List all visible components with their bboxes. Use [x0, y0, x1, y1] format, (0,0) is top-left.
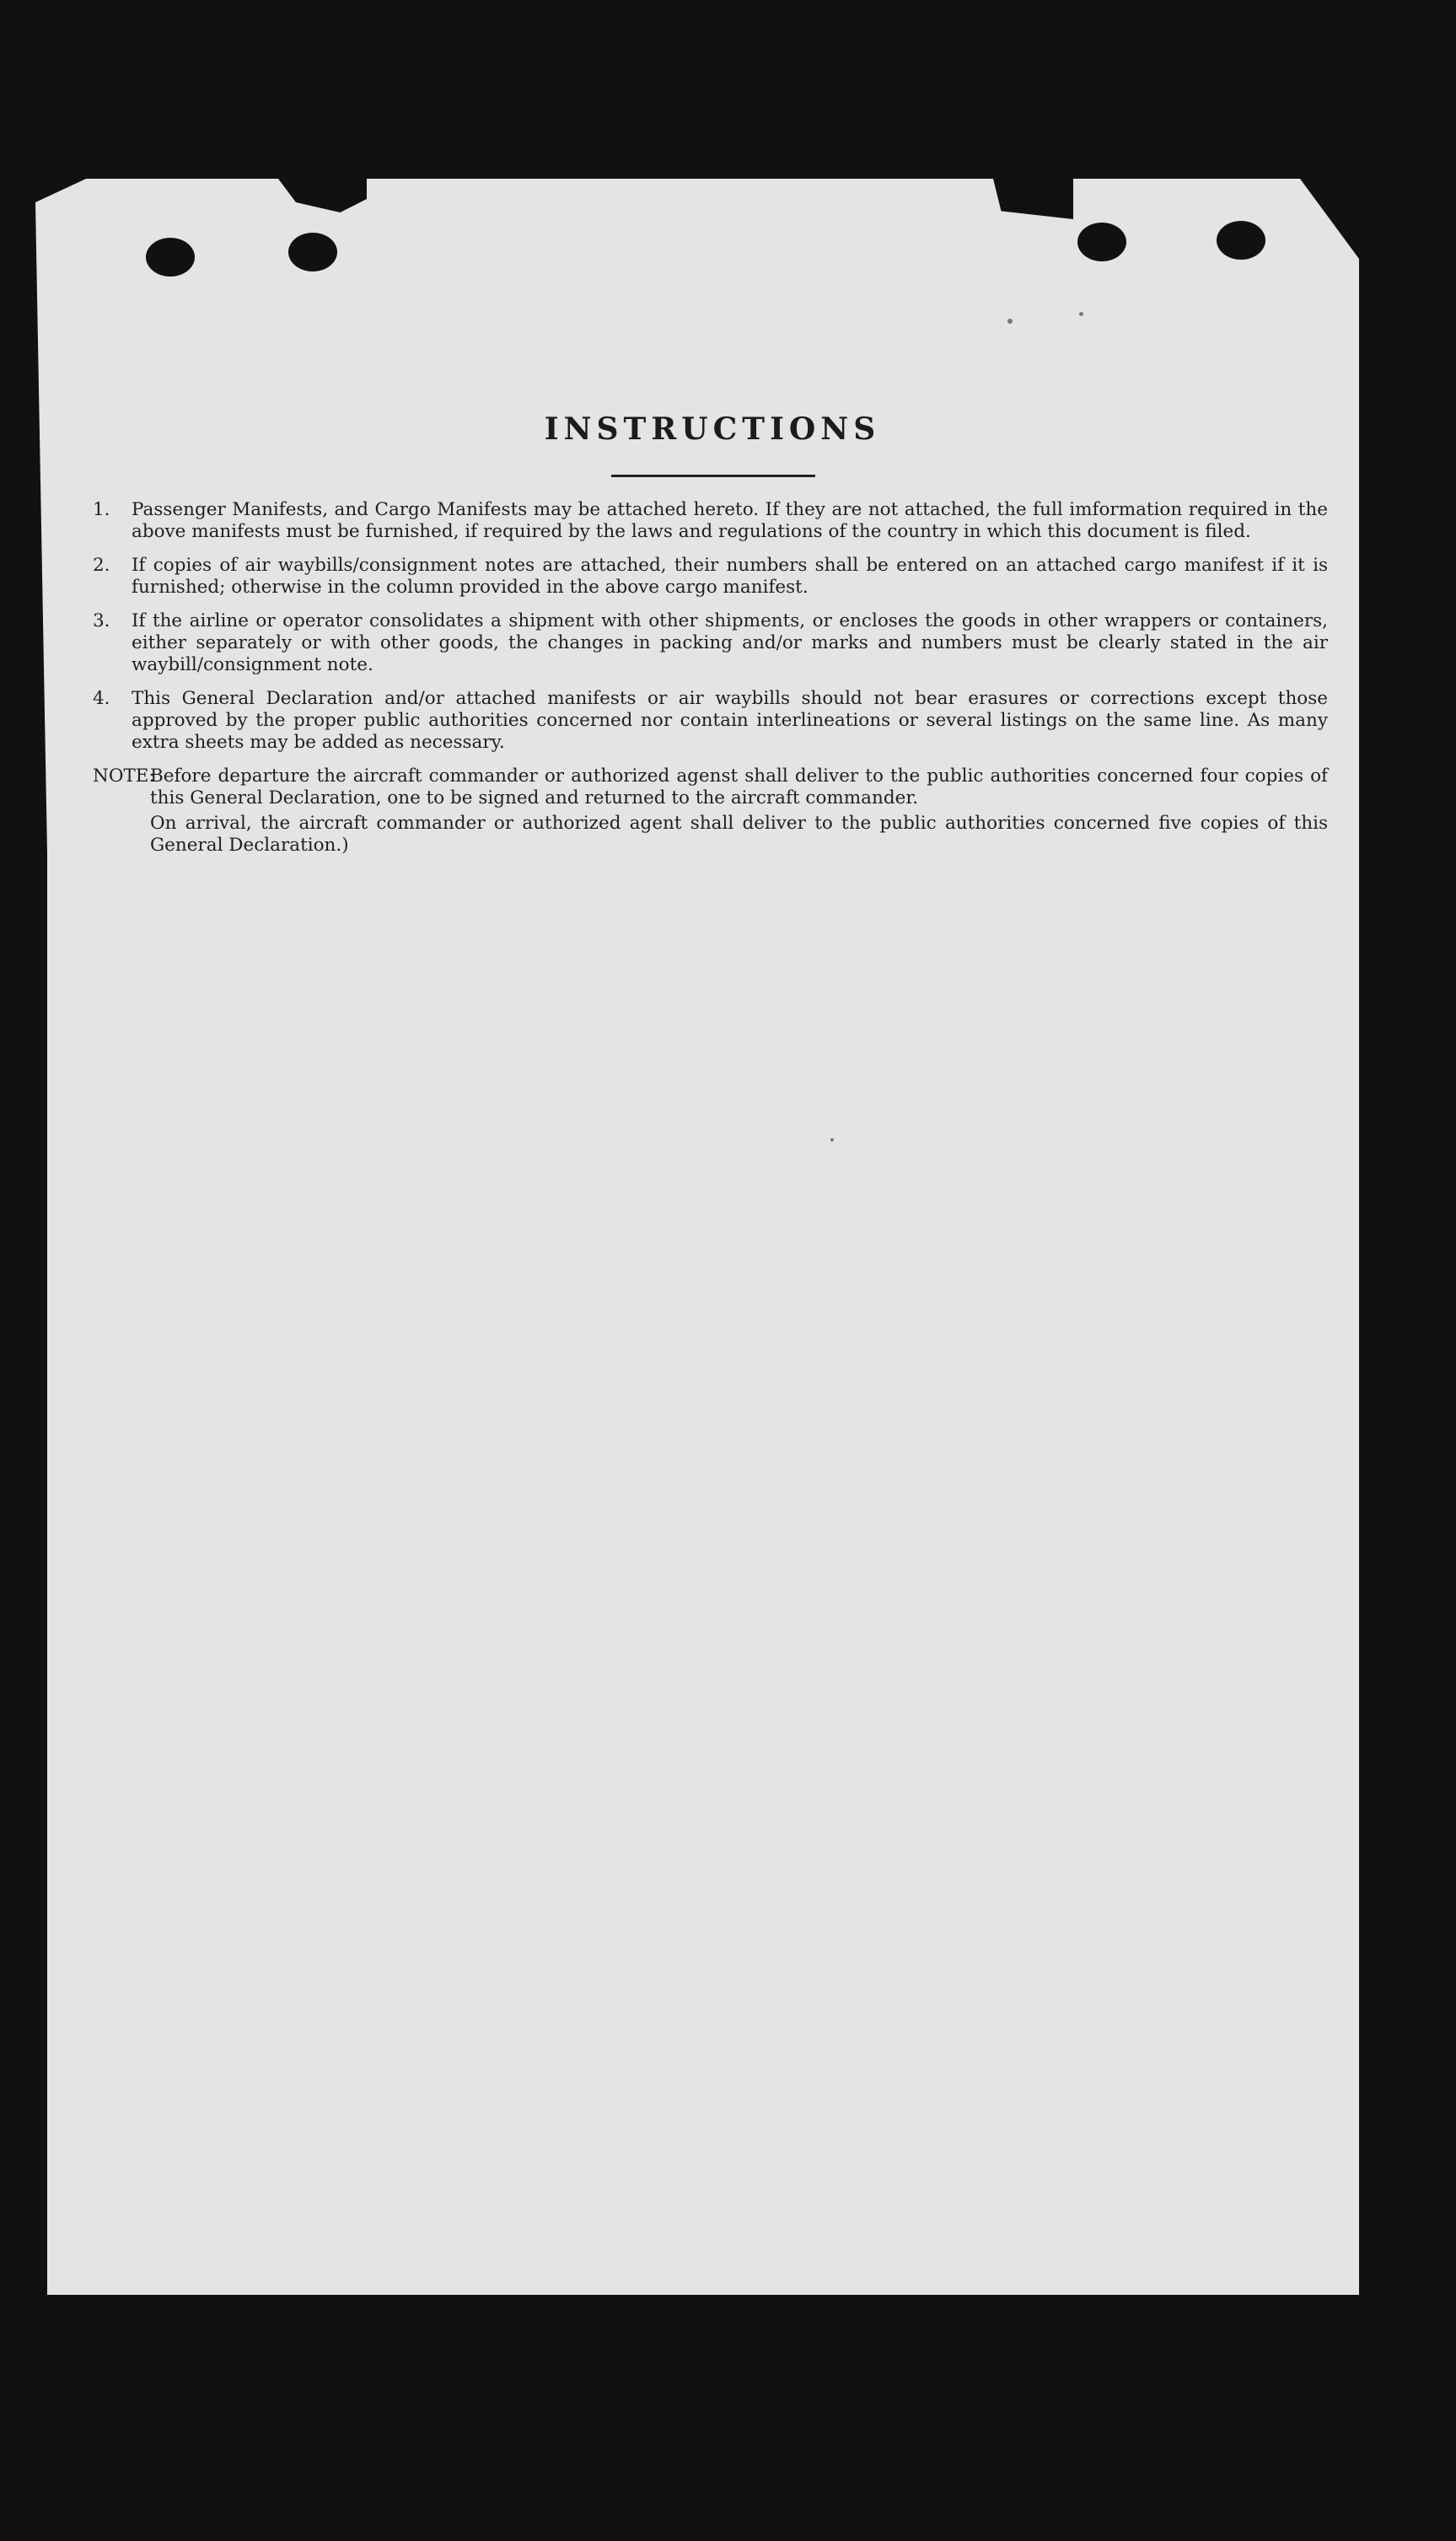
punch-hole-3 — [1077, 223, 1126, 261]
speck — [1007, 319, 1013, 324]
instructions-list — [93, 499, 1328, 860]
punch-hole-2 — [288, 233, 337, 271]
item-text: This General Declaration and/or attached manifests or air waybills should not bear erasures or corrections except those approved by the proper public authorities concerned nor contain interlineations or several listings on the same line. As many extra sheets may be added as necessary. — [132, 688, 1328, 753]
note-departure: Before departure the aircraft commander or authorized agenst shall deliver to the public authorities concerned four copies of this General Declaration, one to be signed and returned to the aircraft commander. — [150, 766, 1328, 808]
instruction-item-4 — [93, 688, 1328, 754]
title-underline — [611, 475, 815, 477]
page-title: INSTRUCTIONS — [544, 411, 881, 447]
note-label: NOTE: — [93, 766, 155, 787]
speck — [830, 1138, 834, 1142]
item-number: 2. — [93, 555, 110, 576]
punch-hole-4 — [1217, 221, 1265, 260]
speck — [1079, 312, 1083, 316]
document-page — [35, 179, 1359, 2295]
instruction-item-3 — [93, 610, 1328, 676]
item-number: 3. — [93, 610, 110, 631]
item-text: If the airline or operator consolidates a shipment with other shipments, or encloses the goods in other wrappers or containers, either separately or with other goods, the changes in packing and/or marks and numbers must be clearly stated in the air waybill/consignment note. — [132, 610, 1328, 675]
item-number: 4. — [93, 688, 110, 709]
item-number: 1. — [93, 499, 110, 520]
note-arrival: On arrival, the aircraft commander or authorized agent shall deliver to the public authorities concerned five copies of this General Declaration.) — [150, 813, 1328, 856]
item-text: If copies of air waybills/consignment notes are attached, their numbers shall be entered on an attached cargo manifest if it is furnished; otherwise in the column provided in the above cargo manifest. — [132, 555, 1328, 598]
item-text: Passenger Manifests, and Cargo Manifests may be attached hereto. If they are not attached, the full imformation required in the above manifests must be furnished, if required by the laws and regulations of the country in which this document is filed. — [132, 499, 1328, 542]
punch-hole-1 — [146, 238, 195, 277]
instruction-item-1 — [93, 499, 1328, 543]
note-body — [132, 766, 1328, 860]
note-block — [93, 766, 1328, 860]
instruction-item-2 — [93, 555, 1328, 599]
